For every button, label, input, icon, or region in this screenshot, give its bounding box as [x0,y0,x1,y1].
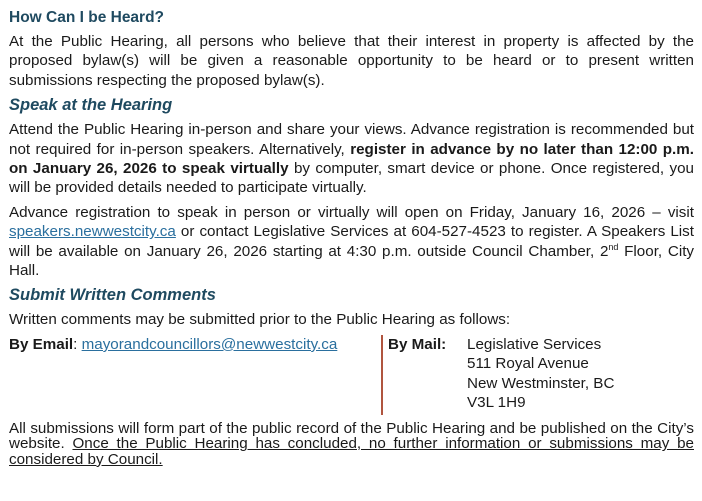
speak-p2-mid: or contact Legislative Services at 604-527-4523 to register. A Speakers List will be available on January 26, 2026 starting at 4:30 p.m. outside Council Chamber, 2 [9,223,694,260]
speak-p1-start: Attend the Public Hearing in-person and share your views. Advance registration is recommended but not required for in-person speakers. Alternatively, [9,121,694,158]
speak-p2-start: Advance registration to speak in person or virtually will open on Friday, January 16, 2026 – visit [9,203,694,221]
mail-line-postal: V3L 1H9 [467,394,526,412]
main-heading: How Can I be Heard? [9,9,165,26]
email-method [9,335,381,421]
mail-label: By Mail: [388,335,447,353]
final-start: All submissions will form part of the public record of the Public Hearing and be published on the City’s website. [9,419,694,453]
contact-divider [381,335,383,415]
final-notice: Once the Public Hearing has concluded, no further information or submissions may be considered by Council. [9,435,694,468]
speak-p2-end: Floor, City Hall. [9,242,695,280]
final-paragraph [9,421,694,468]
mail-address [467,335,614,421]
speak-p1-end: by computer, smart device or phone. Once registered, you will be provided details needed to participate virtually. [9,160,695,197]
submit-intro: Written comments may be submitted prior to the Public Hearing as follows: [9,311,511,329]
mail-line-city: New Westminster, BC [467,374,615,392]
mail-line-department: Legislative Services [467,335,602,353]
speak-heading: Speak at the Hearing [9,96,173,115]
speak-paragraph-1 [9,120,694,198]
intro-paragraph: At the Public Hearing, all persons who believe that their interest in property is affected by the proposed bylaw(s) will be given a reasonable opportunity to be heard or to present written submissions respecting the proposed bylaw(s). [9,33,694,89]
speak-paragraph-2 [9,203,694,281]
email-label: By Email [9,335,74,353]
mail-method [388,335,614,421]
speak-p1-deadline: register in advance by no later than 12:00 p.m. on January 26, 2026 to speak virtually [9,140,694,178]
ordinal-sup: nd [608,241,619,252]
submit-heading: Submit Written Comments [9,286,216,305]
mail-line-street: 511 Royal Avenue [467,355,589,373]
speakers-link[interactable]: speakers.newwestcity.ca [9,223,176,241]
email-link[interactable]: mayorandcouncillors@newwestcity.ca [81,335,338,353]
contact-methods [9,335,694,421]
email-separator: : [73,335,82,353]
